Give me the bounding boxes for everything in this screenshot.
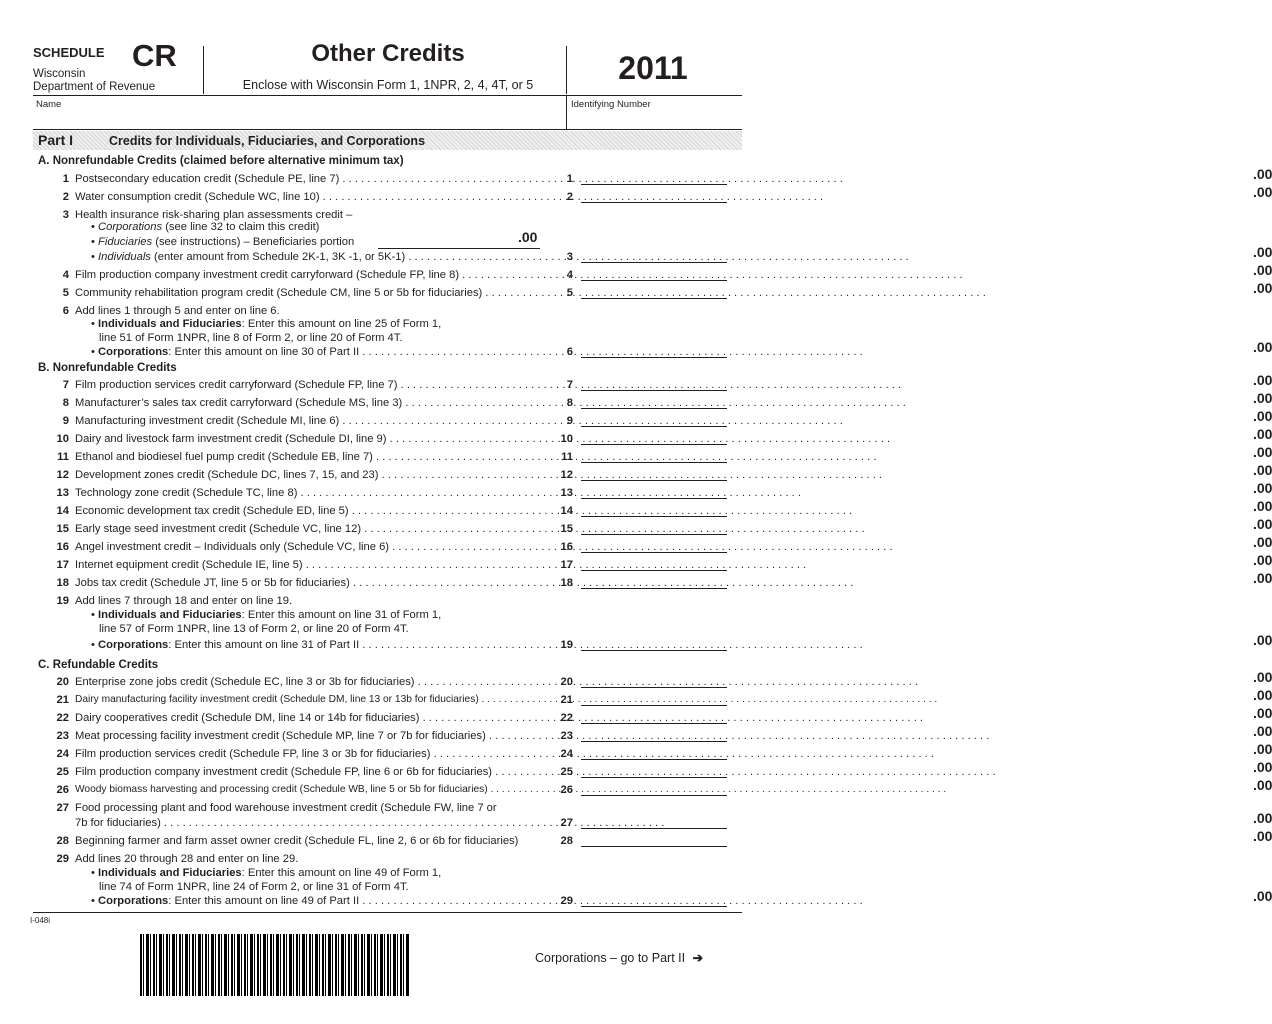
line-description-cont: 7b for fiduciaries) . . . — [75, 814, 542, 832]
cents-label: .00 — [1253, 426, 1272, 442]
line-description: Technology zone credit (Schedule TC, line 8) . . . — [75, 484, 542, 502]
line-ref: 16 — [560, 541, 573, 553]
line-ref: 14 — [560, 505, 573, 517]
line-ref: 28 — [560, 835, 573, 847]
cents-label: .00 — [1253, 372, 1272, 388]
line-11-row — [33, 444, 1272, 466]
line-description: Film production company investment credit carryforward (Schedule FP, line 8) . . . — [75, 266, 542, 284]
line-7-amount[interactable] — [581, 372, 1272, 391]
line-29-corporations — [91, 892, 542, 910]
line-description: Internet equipment credit (Schedule IE, line 5) . . . — [75, 556, 542, 574]
line-description: Film production company investment credit (Schedule FP, line 6 or 6b for fiduciaries) . . . — [75, 763, 542, 781]
individuals-label: Individuals — [98, 251, 151, 263]
line-21-row — [33, 687, 1272, 709]
line-number: 24 — [56, 748, 69, 760]
section-c-heading: C. Refundable Credits — [38, 659, 159, 671]
line-15-row — [33, 516, 1272, 538]
barcode — [140, 934, 410, 996]
fiduciaries-note: (see instructions) – Beneficiaries portion — [155, 236, 355, 248]
cents-label: .00 — [1253, 759, 1272, 775]
line-ref: 29 — [560, 895, 573, 907]
line-25-amount[interactable] — [581, 759, 1272, 778]
cents-label: .00 — [1253, 516, 1272, 532]
instruction-text: : Enter this amount on line 49 of Form 1, — [241, 867, 442, 879]
line-number: 25 — [56, 766, 69, 778]
line-description: Early stage seed investment credit (Schedule VC, line 12) . . . — [75, 520, 542, 538]
line-19-individuals — [33, 608, 742, 623]
instruction-text: : Enter this amount on line 31 of Form 1, — [241, 609, 442, 621]
line-19-individuals-cont — [33, 622, 742, 637]
line-19-corporations — [91, 636, 542, 654]
section-a-heading: A. Nonrefundable Credits (claimed before alternative minimum tax) — [38, 155, 404, 167]
cents-label: .00 — [1253, 777, 1272, 793]
line-23-row — [33, 723, 1272, 745]
line-number: 17 — [56, 559, 69, 571]
line-ref: 11 — [561, 451, 573, 463]
name-label: Name — [36, 99, 62, 110]
line-ref: 24 — [560, 748, 573, 760]
header-divider-left — [203, 46, 204, 94]
cents-label: .00 — [1253, 810, 1272, 826]
instruction-text: : Enter this amount on line 30 of Part II — [168, 346, 360, 358]
section-b-heading: B. Nonrefundable Credits — [38, 362, 177, 374]
individuals-note: (enter amount from Schedule 2K-1, 3K -1, or 5K-1) — [154, 251, 406, 263]
line-28-row — [33, 828, 1272, 850]
cents-label: .00 — [1253, 570, 1272, 586]
line-23-amount[interactable] — [581, 723, 1272, 742]
line-9-row — [33, 408, 1272, 430]
cents-label: .00 — [1253, 390, 1272, 406]
line-6-corporations — [91, 343, 542, 361]
line-ref: 6 — [566, 346, 573, 358]
line-number: 13 — [56, 487, 69, 499]
line-7-row — [33, 372, 1272, 394]
line-description: Water consumption credit (Schedule WC, line 10) . . . — [75, 188, 542, 206]
line-15-amount[interactable] — [581, 516, 1272, 535]
part-label: Part I — [38, 132, 74, 148]
line-description: Enterprise zone jobs credit (Schedule EC, line 3 or 3b for fiduciaries) . . . — [75, 673, 542, 691]
line-description: Meat processing facility investment credit (Schedule MP, line 7 or 7b for fiduciaries) . . . — [75, 727, 542, 745]
cents-label: .00 — [1253, 687, 1272, 703]
line-number: 3 — [62, 209, 69, 221]
line-14-amount[interactable] — [581, 498, 1272, 517]
individuals-fiduciaries-label: Individuals and Fiduciaries — [98, 318, 242, 330]
line-number: 22 — [56, 712, 69, 724]
cents-label: .00 — [1253, 669, 1272, 685]
line-29-row — [33, 888, 1272, 910]
identifying-number-label: Identifying Number — [571, 99, 651, 110]
line-20-row — [33, 669, 1272, 691]
form-code: I-048i — [30, 916, 51, 925]
line-ref: 5 — [566, 287, 573, 299]
line-description: Postsecondary education credit (Schedule PE, line 7) . . . — [75, 170, 542, 188]
corporations-label: Corporations — [98, 221, 163, 233]
line-description: Add lines 7 through 18 and enter on line 19. — [75, 595, 293, 607]
line-number: 21 — [56, 694, 69, 706]
line-6-individuals — [33, 317, 742, 332]
line-1-row — [33, 166, 1272, 188]
line-12-row — [33, 462, 1272, 484]
department-name: Department of Revenue — [33, 81, 156, 93]
bullet: • — [91, 609, 95, 621]
line-ref: 2 — [566, 191, 573, 203]
instruction-text: line 51 of Form 1NPR, line 8 of Form 2, or line 20 of Form 4T. — [99, 332, 403, 344]
line-description: Add lines 20 through 28 and enter on line 29. — [75, 853, 299, 865]
line-1-amount[interactable] — [581, 166, 1272, 185]
corporations-go-to-part-ii — [535, 950, 703, 965]
cents-label: .00 — [1253, 741, 1272, 757]
individuals-fiduciaries-label: Individuals and Fiduciaries — [98, 609, 242, 621]
part-title: Credits for Individuals, Fiduciaries, and Corporations — [109, 134, 426, 148]
line-8-amount[interactable] — [581, 390, 1272, 409]
state-name: Wisconsin — [33, 68, 86, 80]
line-number: 16 — [56, 541, 69, 553]
line-3-corporations — [33, 220, 742, 235]
line-description: Film production services credit (Schedule FP, line 3 or 3b for fiduciaries) . . . — [75, 745, 542, 763]
line-8-row — [33, 390, 1272, 412]
form-subtitle: Enclose with Wisconsin Form 1, 1NPR, 2, 4, 4T, or 5 — [242, 78, 534, 92]
line-description: Dairy and livestock farm investment credit (Schedule DI, line 9) . . . — [75, 430, 542, 448]
corporations-label: Corporations — [98, 639, 169, 651]
line-number: 5 — [62, 287, 69, 299]
bullet: • — [91, 639, 95, 651]
footer-rule — [33, 912, 742, 913]
arrow-right-icon: ➔ — [692, 951, 704, 965]
line-ref: 4 — [566, 269, 573, 281]
line-number: 12 — [56, 469, 69, 481]
line-25-row — [33, 759, 1272, 781]
line-28-amount[interactable] — [581, 828, 1272, 847]
cents-label: .00 — [1253, 552, 1272, 568]
line-ref: 20 — [560, 676, 573, 688]
line-4-row — [33, 262, 1272, 284]
line-ref: 9 — [566, 415, 573, 427]
line-description: Manufacturer’s sales tax credit carryforward (Schedule MS, line 3) . . . — [75, 394, 542, 412]
cents-label: .00 — [1253, 534, 1272, 550]
name-rule — [33, 129, 742, 130]
line-9-amount[interactable] — [581, 408, 1272, 427]
line-ref: 21 — [560, 694, 573, 706]
line-ref: 15 — [560, 523, 573, 535]
line-number: 15 — [56, 523, 69, 535]
line-number: 7 — [62, 379, 69, 391]
line-number: 8 — [62, 397, 69, 409]
line-6-row — [33, 339, 1272, 361]
line-24-row — [33, 741, 1272, 763]
line-description: Ethanol and biodiesel fuel pump credit (Schedule EB, line 7) . . . — [75, 448, 542, 466]
line-ref: 8 — [566, 397, 573, 409]
corporations-note: (see line 32 to claim this credit) — [165, 221, 320, 233]
line-22-amount[interactable] — [581, 705, 1272, 724]
cents-label: .00 — [1253, 828, 1272, 844]
line-21-amount[interactable] — [581, 687, 1272, 706]
line-number: 14 — [56, 505, 69, 517]
line-number: 23 — [56, 730, 69, 742]
line-10-row — [33, 426, 1272, 448]
cents-label: .00 — [1253, 632, 1272, 648]
form-title: Other Credits — [311, 40, 465, 67]
line-ref: 23 — [560, 730, 573, 742]
line-17-row — [33, 552, 1272, 574]
line-13-amount[interactable] — [581, 480, 1272, 499]
cents-label: .00 — [1253, 166, 1272, 182]
bullet: • — [91, 867, 95, 879]
cents-label: .00 — [1253, 888, 1272, 904]
line-number: 19 — [56, 595, 69, 607]
bullet: • — [91, 251, 95, 263]
line-number: 9 — [62, 415, 69, 427]
line-ref: 27 — [560, 817, 573, 829]
schedule-code: CR — [132, 38, 177, 73]
line-2-amount[interactable] — [581, 184, 1272, 203]
line-number: 20 — [56, 676, 69, 688]
line-ref: 17 — [560, 559, 573, 571]
instruction-text: : Enter this amount on line 31 of Part II — [168, 639, 360, 651]
bullet: • — [91, 346, 95, 358]
line-description: Dairy manufacturing facility investment credit (Schedule DM, line 13 or 13b for fiduciaries) . . . — [75, 691, 542, 709]
line-19-amount[interactable] — [581, 632, 1272, 651]
line-29-amount[interactable] — [581, 888, 1272, 907]
line-description: Economic development tax credit (Schedule ED, line 5) . . . — [75, 502, 542, 520]
line-ref: 22 — [560, 712, 573, 724]
line-26-row — [33, 777, 1272, 799]
line-26-amount[interactable] — [581, 777, 1272, 796]
cents-label: .00 — [518, 229, 538, 245]
line-ref: 12 — [560, 469, 573, 481]
line-description: Manufacturing investment credit (Schedule MI, line 6) . . . — [75, 412, 542, 430]
line-number: 18 — [56, 577, 69, 589]
cents-label: .00 — [1253, 244, 1272, 260]
line-description: Jobs tax credit (Schedule JT, line 5 or 5b for fiduciaries) . . . — [75, 574, 542, 592]
line-3-individuals — [91, 248, 542, 266]
line-number: 10 — [56, 433, 69, 445]
line-number: 2 — [62, 191, 69, 203]
cents-label: .00 — [1253, 184, 1272, 200]
line-18-amount[interactable] — [581, 570, 1272, 589]
line-ref: 26 — [560, 784, 573, 796]
line-3-row — [33, 244, 1272, 266]
line-description: Angel investment credit – Individuals only (Schedule VC, line 6) . . . — [75, 538, 542, 556]
line-description: Beginning farmer and farm asset owner credit (Schedule FL, line 2, 6 or 6b for fiduciaries) — [75, 835, 519, 847]
line-13-row — [33, 480, 1272, 502]
line-29-individuals — [33, 866, 742, 881]
line-description: Film production services credit carryforward (Schedule FP, line 7) . . . — [75, 376, 542, 394]
line-number: 26 — [56, 784, 69, 796]
line-14-row — [33, 498, 1272, 520]
line-description: Dairy cooperatives credit (Schedule DM, line 14 or 14b for fiduciaries) . . . — [75, 709, 542, 727]
line-description: Add lines 1 through 5 and enter on line 6. — [75, 305, 280, 317]
line-3-amount[interactable] — [581, 244, 1272, 263]
line-number: 27 — [56, 802, 69, 814]
line-27-amount[interactable] — [581, 810, 1272, 829]
identifying-number-field[interactable] — [567, 112, 742, 128]
line-17-amount[interactable] — [581, 552, 1272, 571]
cents-label: .00 — [1253, 408, 1272, 424]
instruction-text: : Enter this amount on line 25 of Form 1, — [241, 318, 442, 330]
name-field[interactable] — [33, 112, 566, 128]
line-ref: 19 — [560, 639, 573, 651]
cents-label: .00 — [1253, 480, 1272, 496]
line-ref: 13 — [560, 487, 573, 499]
line-description: Health insurance risk-sharing plan assessments credit – — [75, 209, 353, 221]
line-11-amount[interactable] — [581, 444, 1272, 463]
line-number: 28 — [56, 835, 69, 847]
line-2-row — [33, 184, 1272, 206]
line-16-amount[interactable] — [581, 534, 1272, 553]
bullet: • — [91, 895, 95, 907]
line-ref: 7 — [566, 379, 573, 391]
line-number: 1 — [62, 173, 69, 185]
line-27-row — [33, 810, 1272, 832]
line-number: 29 — [56, 853, 69, 865]
line-5-amount[interactable] — [581, 280, 1272, 299]
line-22-row — [33, 705, 1272, 727]
line-ref: 25 — [560, 766, 573, 778]
schedule-label: SCHEDULE — [33, 45, 105, 60]
line-18-row — [33, 570, 1272, 592]
line-description: Food processing plant and food warehouse investment credit (Schedule FW, line 7 or — [75, 802, 497, 814]
line-description: Community rehabilitation program credit (Schedule CM, line 5 or 5b for fiduciaries) . . . — [75, 284, 542, 302]
cents-label: .00 — [1253, 339, 1272, 355]
line-10-amount[interactable] — [581, 426, 1272, 445]
corporations-label: Corporations — [98, 346, 169, 358]
line-4-amount[interactable] — [581, 262, 1272, 281]
cents-label: .00 — [1253, 462, 1272, 478]
line-ref: 1 — [566, 173, 573, 185]
cents-label: .00 — [1253, 280, 1272, 296]
line-number: 11 — [57, 451, 69, 463]
corporations-label: Corporations — [98, 895, 169, 907]
corporations-instruction: Corporations – go to Part II — [535, 951, 686, 965]
cents-label: .00 — [1253, 444, 1272, 460]
instruction-text: line 57 of Form 1NPR, line 13 of Form 2, or line 20 of Form 4T. — [99, 623, 409, 635]
line-description: Development zones credit (Schedule DC, lines 7, 15, and 23) . . . — [75, 466, 542, 484]
cents-label: .00 — [1253, 723, 1272, 739]
line-ref: 18 — [560, 577, 573, 589]
header-rule — [33, 95, 742, 96]
line-ref: 3 — [566, 251, 573, 263]
bullet: • — [91, 236, 95, 248]
instruction-text: : Enter this amount on line 49 of Part II — [168, 895, 360, 907]
cents-label: .00 — [1253, 262, 1272, 278]
bullet: • — [91, 221, 95, 233]
line-20-amount[interactable] — [581, 669, 1272, 688]
line-description: Woody biomass harvesting and processing credit (Schedule WB, line 5 or 5b for fiduciaries) . . . — [75, 781, 542, 799]
line-ref: 10 — [560, 433, 573, 445]
line-number: 6 — [62, 305, 69, 317]
individuals-fiduciaries-label: Individuals and Fiduciaries — [98, 867, 242, 879]
line-number: 4 — [62, 269, 69, 281]
tax-year: 2011 — [618, 50, 688, 86]
line-19-row — [33, 632, 1272, 654]
line-24-amount[interactable] — [581, 741, 1272, 760]
line-6-amount[interactable] — [581, 339, 1272, 358]
cents-label: .00 — [1253, 498, 1272, 514]
bullet: • — [91, 318, 95, 330]
line-16-row — [33, 534, 1272, 556]
cents-label: .00 — [1253, 705, 1272, 721]
line-5-row — [33, 280, 1272, 302]
beneficiaries-portion-field[interactable] — [378, 229, 540, 249]
fiduciaries-label: Fiduciaries — [98, 236, 153, 248]
instruction-text: line 74 of Form 1NPR, line 24 of Form 2, or line 31 of Form 4T. — [99, 881, 409, 893]
line-12-amount[interactable] — [581, 462, 1272, 481]
